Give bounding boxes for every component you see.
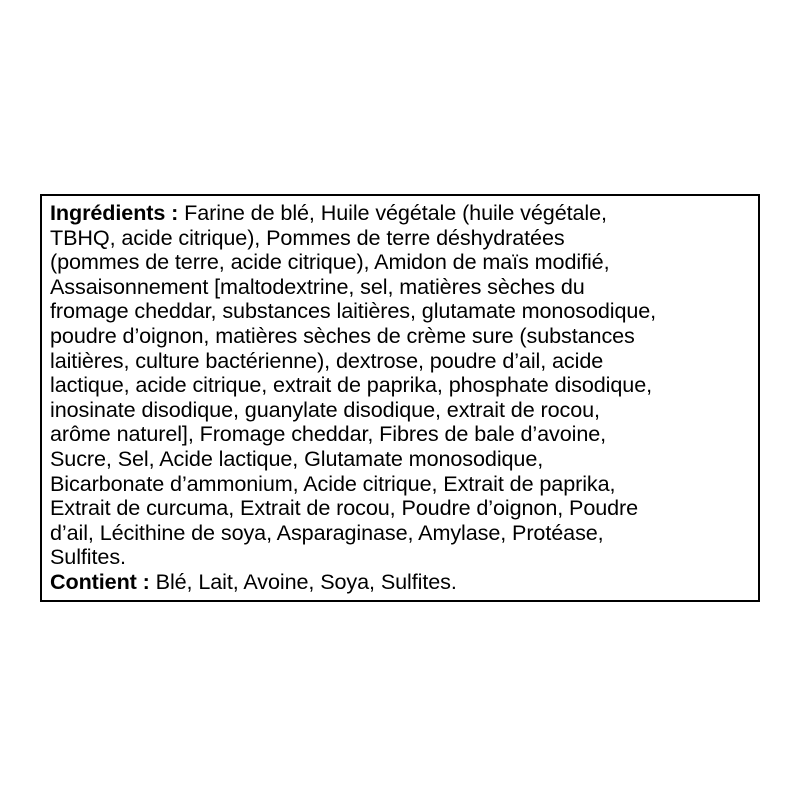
- ingredients-line-15: Sulfites.: [50, 544, 126, 570]
- ingredients-line-4: Assaisonnement [maltodextrine, sel, matières sèches du: [50, 273, 585, 299]
- ingredients-line-6: poudre d’oignon, matières sèches de crème sure (substances: [50, 322, 635, 348]
- ingredients-line-5: fromage cheddar, substances laitières, glutamate monosodique,: [50, 298, 657, 324]
- ingredients-text: Farine de blé, Huile végétale (huile végétale,: [178, 200, 607, 225]
- ingredients-line-11: Sucre, Sel, Acide lactique, Glutamate monosodique,: [50, 445, 544, 471]
- ingredients-heading: Ingrédients :: [50, 200, 179, 225]
- ingredients-line-7: laitières, culture bactérienne), dextrose, poudre d’ail, acide: [50, 347, 604, 373]
- contains-text: Blé, Lait, Avoine, Soya, Sulfites.: [149, 568, 457, 594]
- contains-heading: Contient :: [50, 568, 150, 594]
- ingredients-line-12: Bicarbonate d’ammonium, Acide citrique, Extrait de paprika,: [50, 470, 616, 496]
- ingredients-line-1: [50, 201, 750, 226]
- contains-line: [50, 570, 750, 595]
- ingredients-line-14: d’ail, Lécithine de soya, Asparaginase, Amylase, Protéase,: [50, 519, 604, 545]
- ingredients-line-3: (pommes de terre, acide citrique), Amidon de maïs modifié,: [50, 249, 610, 275]
- ingredients-line-10: arôme naturel], Fromage cheddar, Fibres de bale d’avoine,: [50, 421, 607, 447]
- ingredients-line-2: TBHQ, acide citrique), Pommes de terre déshydratées: [50, 224, 565, 250]
- ingredients-line-9: inosinate disodique, guanylate disodique, extrait de rocou,: [50, 396, 600, 422]
- ingredients-line-13: Extrait de curcuma, Extrait de rocou, Poudre d’oignon, Poudre: [50, 495, 639, 521]
- ingredients-line-8: lactique, acide citrique, extrait de paprika, phosphate disodique,: [50, 372, 653, 398]
- ingredients-label-box: [40, 194, 760, 602]
